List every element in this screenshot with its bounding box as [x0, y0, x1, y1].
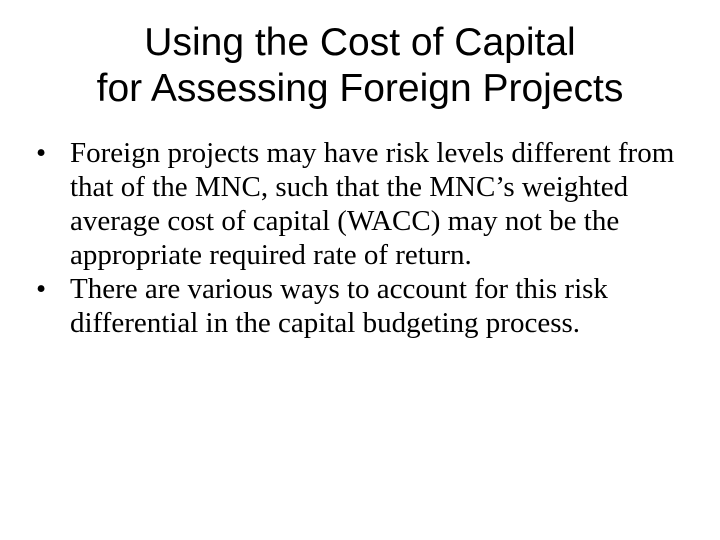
- bullet-text: Foreign projects may have risk levels different from that of the MNC, such that the MNC’s weighted average cost of capital (WACC) may not be the appropriate required rate of return.: [70, 137, 675, 271]
- bullet-item: [36, 272, 686, 340]
- title-line-1: Using the Cost of Capital: [144, 21, 576, 64]
- title-line-2: for Assessing Foreign Projects: [96, 67, 624, 110]
- bullet-dot-icon: •: [36, 137, 47, 169]
- bullet-list: [36, 136, 686, 340]
- bullet-dot-icon: •: [36, 273, 47, 305]
- bullet-item: [36, 136, 686, 272]
- bullet-text: There are various ways to account for this risk differential in the capital budgeting process.: [70, 273, 608, 339]
- slide-title: [40, 20, 680, 112]
